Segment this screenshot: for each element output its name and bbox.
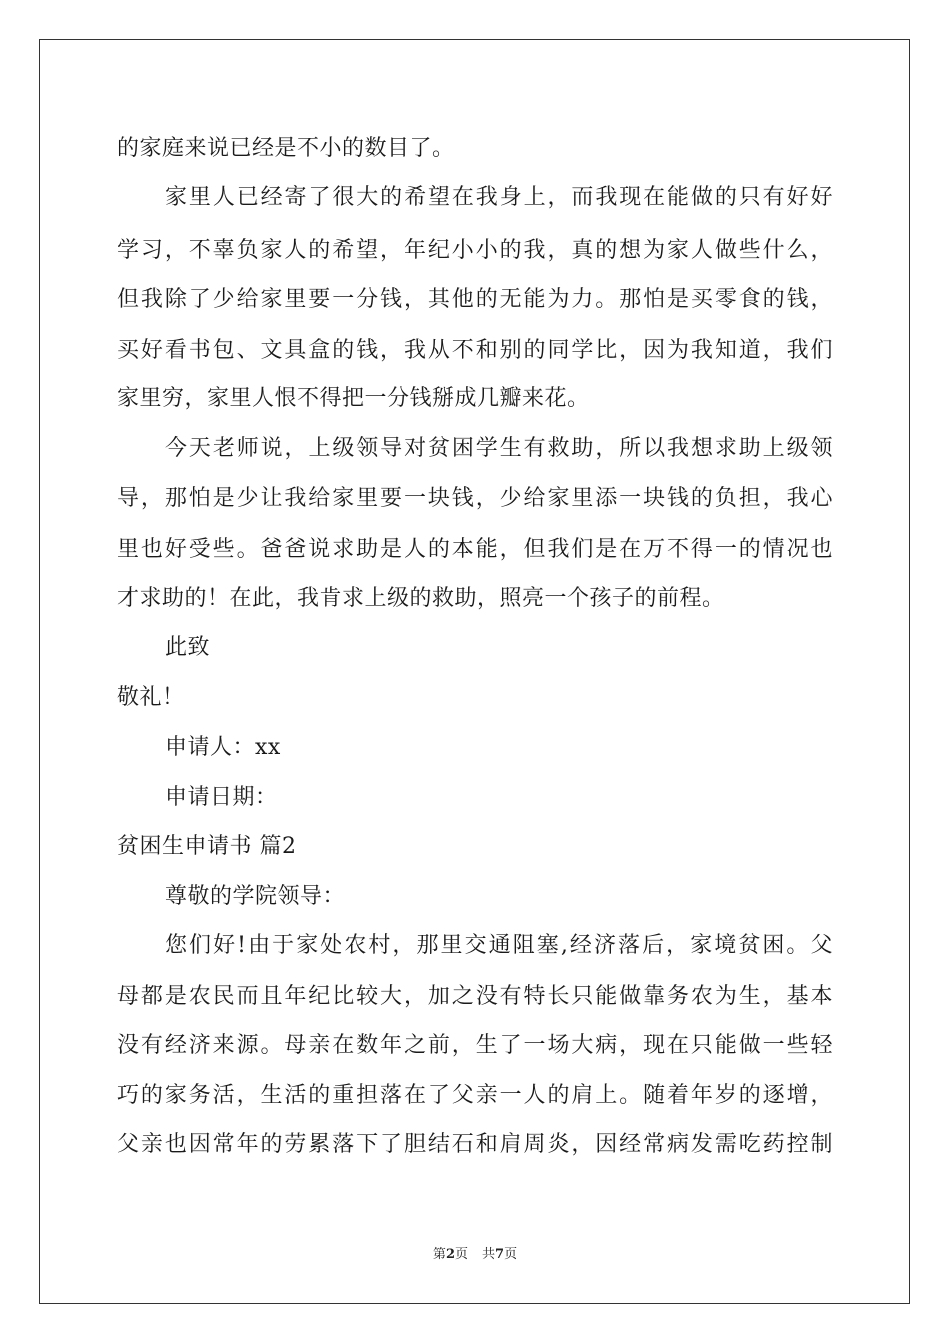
paragraph-line: 买好看书包、文具盒的钱，我从不和别的同学比，因为我知道，我们: [117, 338, 833, 363]
closing-regards: 敬礼！: [117, 685, 185, 710]
paragraph-line: 没有经济来源。母亲在数年之前，生了一场大病，现在只能做一些轻: [117, 1033, 833, 1058]
paragraph-line: 里也好受些。爸爸说求助是人的本能，但我们是在万不得一的情况也: [117, 537, 833, 562]
page-footer: [0, 1246, 950, 1264]
closing-salutation: 此致: [165, 635, 211, 660]
paragraph-line: 父亲也因常年的劳累落下了胆结石和肩周炎，因经常病发需吃药控制: [117, 1132, 833, 1157]
paragraph-line: 巧的家务活，生活的重担落在了父亲一人的肩上。随着年岁的逐增，: [117, 1083, 833, 1108]
paragraph-line: 家里人已经寄了很大的希望在我身上，而我现在能做的只有好好: [165, 185, 833, 210]
page-border: [39, 39, 910, 1304]
paragraph-line: 学习，不辜负家人的希望，年纪小小的我，真的想为家人做些什么，: [117, 238, 833, 263]
paragraph-line: 家里穷，家里人恨不得把一分钱掰成几瓣来花。: [117, 386, 590, 411]
paragraph-line: 母都是农民而且年纪比较大，加之没有特长只能做靠务农为生，基本: [117, 984, 833, 1009]
paragraph-line: 的家庭来说已经是不小的数目了。: [117, 136, 455, 161]
paragraph-line: 今天老师说，上级领导对贫困学生有救助，所以我想求助上级领: [165, 436, 833, 461]
page-indicator: 第2页: [432, 1247, 468, 1262]
application-date: 申请日期：: [165, 785, 278, 810]
paragraph-line: 但我除了少给家里要一分钱，其他的无能为力。那怕是买零食的钱，: [117, 287, 833, 312]
section-heading: 贫困生申请书 篇2: [117, 834, 297, 859]
total-pages-indicator: 共7页: [482, 1247, 518, 1262]
paragraph-line: 才求助的！在此，我肯求上级的救助，照亮一个孩子的前程。: [117, 586, 725, 611]
applicant-name: 申请人：xx: [165, 735, 281, 760]
letter-greeting: 尊敬的学院领导：: [165, 884, 346, 909]
paragraph-line: 您们好!由于家处农村，那里交通阻塞,经济落后，家境贫困。父: [165, 933, 833, 958]
paragraph-line: 导，那怕是少让我给家里要一块钱，少给家里添一块钱的负担，我心: [117, 486, 833, 511]
